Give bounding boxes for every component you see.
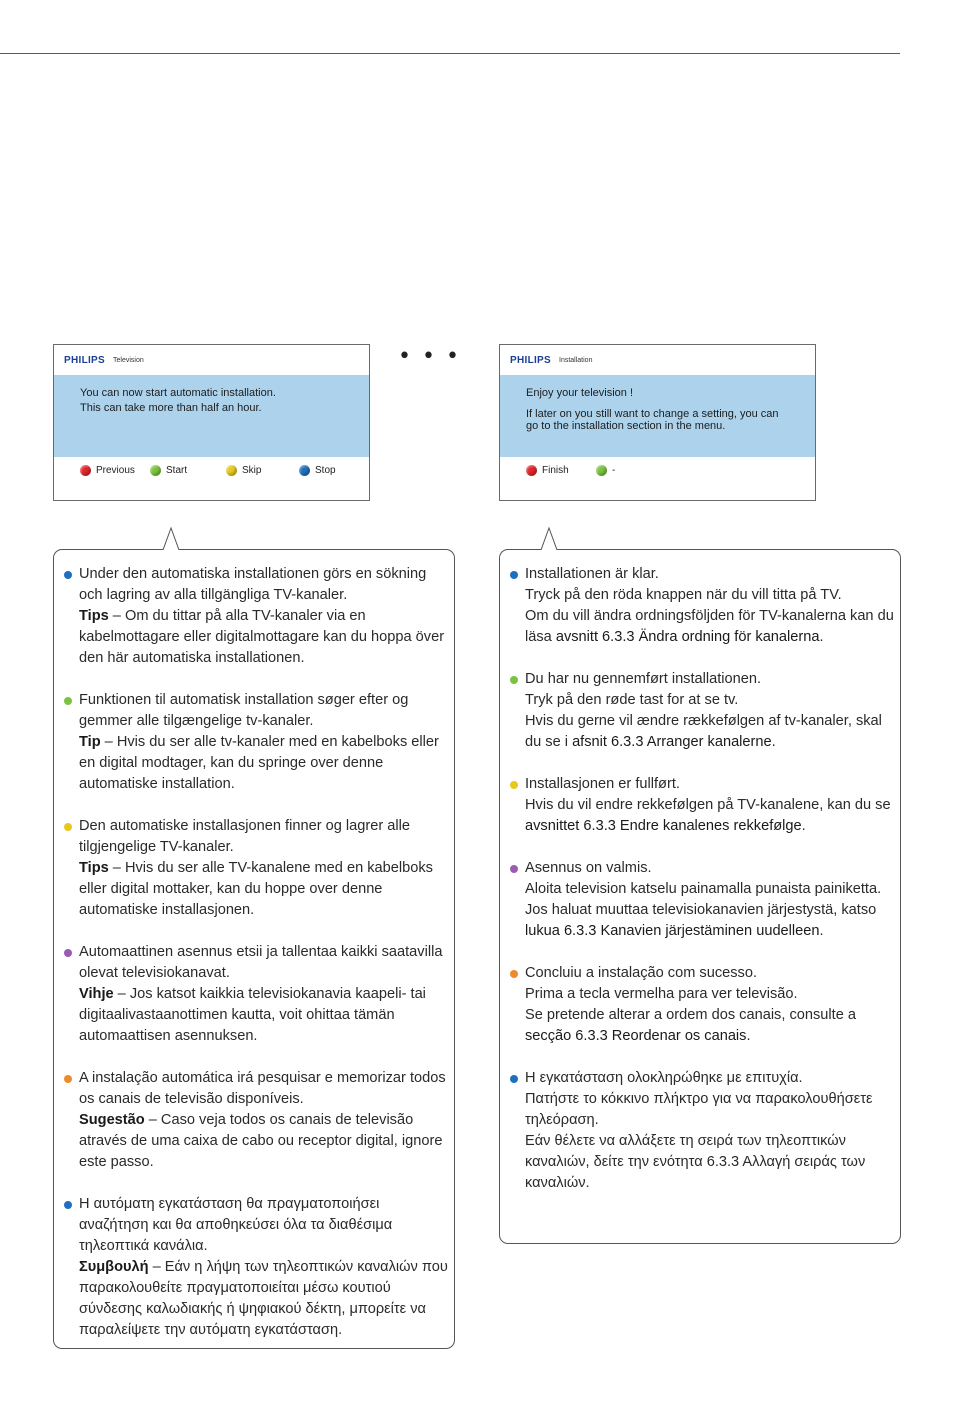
language-item bbox=[500, 774, 900, 837]
screen-header bbox=[64, 353, 144, 367]
speech-tail-left bbox=[163, 527, 179, 550]
item-text: Den automatiske installasjonen finner og lagrer alle tilgjengelige TV-kanaler. bbox=[79, 818, 410, 855]
blue-bullet-icon bbox=[510, 571, 518, 579]
item-line: Tryck på den röda knappen när du vill titta på TV. bbox=[525, 587, 842, 603]
tip-text: – Hvis du ser alle tv-kanaler med en kabelboks eller en digital modtager, kan du springe over denne automatiske installation. bbox=[79, 734, 439, 792]
screen-message-line: go to the installation section in the menu. bbox=[526, 420, 726, 432]
language-item bbox=[54, 564, 454, 669]
language-item bbox=[500, 669, 900, 753]
red-key-icon bbox=[526, 465, 537, 476]
previous-button[interactable] bbox=[80, 465, 135, 476]
tip-label: Tips bbox=[79, 860, 109, 876]
item-line: Installationen är klar. bbox=[525, 566, 659, 582]
instructions-box-right bbox=[499, 549, 901, 1244]
language-item bbox=[54, 816, 454, 921]
section-reference: afsnit 6.3.3 Arranger kanalerne. bbox=[572, 734, 776, 750]
item-line: Om du vill ändra ordningsföljden för TV-kanalerna kan du läsa bbox=[525, 608, 894, 645]
top-rule bbox=[0, 53, 900, 54]
tv-screen-installation bbox=[499, 344, 816, 501]
item-line: Tryk på den røde tast for at se tv. bbox=[525, 692, 739, 708]
blue-key-icon bbox=[299, 465, 310, 476]
button-label: Start bbox=[166, 465, 188, 476]
stop-button[interactable] bbox=[299, 465, 336, 476]
item-text: Automaattinen asennus etsii ja tallentaa kaikki saatavilla olevat televisiokanavat. bbox=[79, 944, 443, 981]
language-item bbox=[54, 1194, 454, 1341]
section-reference: avsnitt 6.3.3 Ändra ordning för kanalerna bbox=[555, 629, 820, 645]
item-line: Installasjonen er fullført. bbox=[525, 776, 680, 792]
item-line: Prima a tecla vermelha para ver televisão. bbox=[525, 986, 798, 1002]
tip-text: – Εάν η λήψη των τηλεοπτικών καναλιών που παρακολουθείτε πραγματοποιείται μέσω κουτιού σύνδεσης καλωδιακής ή ψηφιακού δέκτη, μπορείτε να παραλείψετε την αυτόματη εγκατάσταση. bbox=[79, 1259, 448, 1338]
purple-bullet-icon bbox=[510, 865, 518, 873]
yellow-bullet-icon bbox=[510, 781, 518, 789]
item-tail: . bbox=[746, 1028, 751, 1044]
red-key-icon bbox=[80, 465, 91, 476]
item-text: Under den automatiska installationen görs en sökning och lagring av alla tillgängliga TV-kanaler. bbox=[79, 566, 427, 603]
language-item bbox=[500, 963, 900, 1047]
green-bullet-icon bbox=[64, 697, 72, 705]
button-label: Stop bbox=[315, 465, 336, 476]
blue-bullet-icon bbox=[64, 1201, 72, 1209]
instructions-box-left bbox=[53, 549, 455, 1349]
tip-text: – Hvis du ser alle TV-kanalene med en kabelboks eller digital mottaker, kan du hoppe over denne automatiske installasjonen. bbox=[79, 860, 433, 918]
item-line: Εάν θέλετε να αλλάξετε τη σειρά των τηλεοπτικών καναλιών, δείτε την ενότητα 6.3.3 Αλλαγή σειράς των καναλιών. bbox=[525, 1133, 866, 1191]
button-label: Finish bbox=[542, 465, 569, 476]
green-dash-button[interactable] bbox=[596, 465, 615, 476]
item-text: A instalação automática irá pesquisar e memorizar todos os canais de televisão disponíveis. bbox=[79, 1070, 446, 1107]
language-item bbox=[54, 1068, 454, 1173]
screen-message-area bbox=[54, 375, 369, 457]
item-text: Η αυτόματη εγκατάσταση θα πραγματοποιήσει αναζήτηση και θα αποθηκεύσει όλα τα διαθέσιμα τηλεοπτικά κανάλια. bbox=[79, 1196, 393, 1254]
yellow-bullet-icon bbox=[64, 823, 72, 831]
philips-logo: PHILIPS bbox=[510, 354, 551, 366]
screen-message-line: You can now start automatic installation. bbox=[80, 387, 276, 399]
tip-label: Tips bbox=[79, 608, 109, 624]
language-item bbox=[500, 858, 900, 942]
speech-tail-right bbox=[541, 527, 557, 550]
tip-label: Συμβουλή bbox=[79, 1259, 149, 1275]
item-line: Se pretende alterar a ordem dos canais, consulte a bbox=[525, 1007, 856, 1023]
tip-text: – Jos katsot kaikkia televisiokanavia kaapeli- tai digitaalivastaanottimen kautta, voit ohittaa tämän automaattisen asennuksen. bbox=[79, 986, 426, 1044]
finish-button[interactable] bbox=[526, 465, 569, 476]
section-reference: secção 6.3.3 Reordenar os canais bbox=[525, 1028, 747, 1044]
yellow-key-icon bbox=[226, 465, 237, 476]
orange-bullet-icon bbox=[510, 970, 518, 978]
item-line: Asennus on valmis. bbox=[525, 860, 652, 876]
item-line: Η εγκατάσταση ολοκληρώθηκε με επιτυχία. bbox=[525, 1070, 803, 1086]
item-line: Hvis du vil endre rekkefølgen på TV-kanalene, kan du se bbox=[525, 797, 891, 813]
green-bullet-icon bbox=[510, 676, 518, 684]
item-tail: . bbox=[819, 629, 824, 645]
green-key-icon bbox=[596, 465, 607, 476]
button-label: - bbox=[612, 465, 616, 476]
screen-title: Installation bbox=[559, 356, 593, 364]
item-line: Πατήστε το κόκκινο πλήκτρο για να παρακολουθήσετε τηλεόραση. bbox=[525, 1091, 873, 1128]
blue-bullet-icon bbox=[510, 1075, 518, 1083]
item-tail: . bbox=[819, 923, 824, 939]
item-text: Funktionen til automatisk installation søger efter og gemmer alle tilgængelige tv-kanaler. bbox=[79, 692, 409, 729]
tip-label: Tip bbox=[79, 734, 101, 750]
screen-header bbox=[510, 353, 592, 367]
purple-bullet-icon bbox=[64, 949, 72, 957]
language-item bbox=[54, 690, 454, 795]
screen-title: Television bbox=[113, 356, 144, 364]
screen-message-area bbox=[500, 375, 815, 457]
blue-bullet-icon bbox=[64, 571, 72, 579]
tip-text: – Caso veja todos os canais de televisão através de uma caixa de cabo ou receptor digital, ignore este passo. bbox=[79, 1112, 443, 1170]
skip-button[interactable] bbox=[226, 465, 261, 476]
language-item bbox=[500, 1068, 900, 1194]
screen-message-line: If later on you still want to change a setting, you can bbox=[526, 408, 779, 420]
orange-bullet-icon bbox=[64, 1075, 72, 1083]
item-line: Aloita television katselu painamalla punaista painiketta. Jos haluat muuttaa televisiokanavien järjestystä, katso bbox=[525, 881, 882, 918]
tip-label: Sugestão bbox=[79, 1112, 145, 1128]
item-line: Hvis du gerne vil ændre rækkefølgen af tv-kanaler, skal du se i bbox=[525, 713, 882, 750]
tip-label: Vihje bbox=[79, 986, 114, 1002]
screen-message-line: Enjoy your television ! bbox=[526, 387, 633, 399]
button-label: Previous bbox=[96, 465, 135, 476]
tv-screen-television bbox=[53, 344, 370, 501]
start-button[interactable] bbox=[150, 465, 187, 476]
item-line: Du har nu gennemført installationen. bbox=[525, 671, 762, 687]
button-label: Skip bbox=[242, 465, 262, 476]
tip-text: – Om du tittar på alla TV-kanaler via en kabelmottagare eller digitalmottagare kan du hoppa över den här automatiska installationen. bbox=[79, 608, 445, 666]
green-key-icon bbox=[150, 465, 161, 476]
continuation-ellipsis: • • • bbox=[398, 344, 461, 369]
screen-message-line: This can take more than half an hour. bbox=[80, 402, 262, 414]
item-tail: . bbox=[801, 818, 806, 834]
language-item bbox=[500, 564, 900, 648]
item-line: Concluiu a instalação com sucesso. bbox=[525, 965, 757, 981]
section-reference: lukua 6.3.3 Kanavien järjestäminen uudelleen bbox=[525, 923, 820, 939]
philips-logo: PHILIPS bbox=[64, 354, 105, 366]
section-reference: avsnittet 6.3.3 Endre kanalenes rekkefølge bbox=[525, 818, 802, 834]
language-item bbox=[54, 942, 454, 1047]
